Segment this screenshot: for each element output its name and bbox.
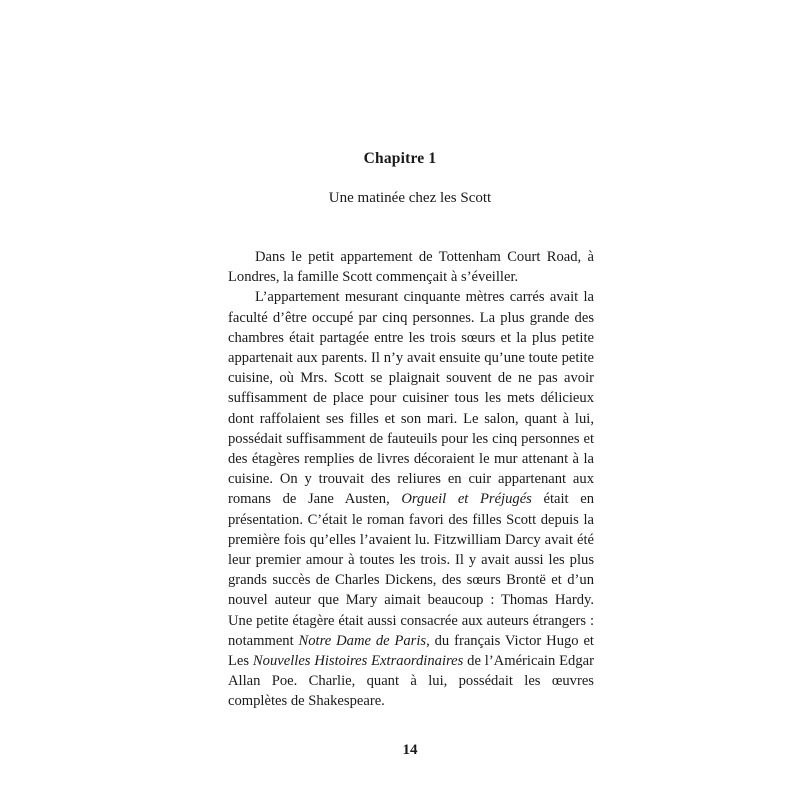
text-segment: de l’Américain Edgar Allan Poe. Charlie, quant à lui, possédait les œuvres complètes de Shakespeare. — [228, 653, 594, 710]
page-number: 14 — [402, 742, 418, 758]
text-segment: Dans le petit appartement de Tottenham Court Road, à Londres, la famille Scott commençait à s’éveiller. — [228, 249, 594, 286]
paragraph — [228, 247, 594, 287]
text-segment: était en présentation. C’était le roman favori des filles Scott depuis la première fois qu’elles l’avaient lu. Fitzwilliam Darcy avait été leur premier amour à toutes les trois. Il y avait aussi les plus grands succès de Charles Dickens, des sœurs Brontë et d’un nouvel auteur que Mary aimait beaucoup : Thomas Hardy. Une petite étagère était aussi consacrée aux auteurs étrangers : notamment — [228, 491, 594, 649]
book-title-italic: Orgueil et Préjugés — [401, 491, 532, 508]
paragraph — [228, 287, 594, 711]
chapter-heading: Chapitre 1 — [363, 150, 437, 167]
chapter-subtitle: Une matinée chez les Scott — [328, 190, 492, 206]
text-segment: L’appartement mesurant cinquante mètres carrés avait la faculté d’être occupé par cinq personnes. La plus grande des chambres était partagée entre les trois sœurs et la plus petite appartenait aux parents. Il n’y avait ensuite qu’une toute petite cuisine, où Mrs. Scott se plaignait souvent de ne pas avoir suffisamment de place pour cuisiner tous les mets délicieux dont raffolaient ses filles et son mari. Le salon, quant à lui, possédait suffisamment de fauteuils pour les cinq personnes et des étagères remplies de livres décoraient le mur attenant à la cuisine. On y trouvait des reliures en cuir appartenant aux romans de Jane Austen, — [228, 289, 594, 508]
body-text — [228, 247, 594, 712]
book-title-italic: Nouvelles Histoires Extraordinaires — [252, 653, 464, 670]
text-segment: , du français Victor Hugo et Les — [228, 632, 594, 670]
book-title-italic: Notre Dame de Paris — [298, 632, 427, 649]
